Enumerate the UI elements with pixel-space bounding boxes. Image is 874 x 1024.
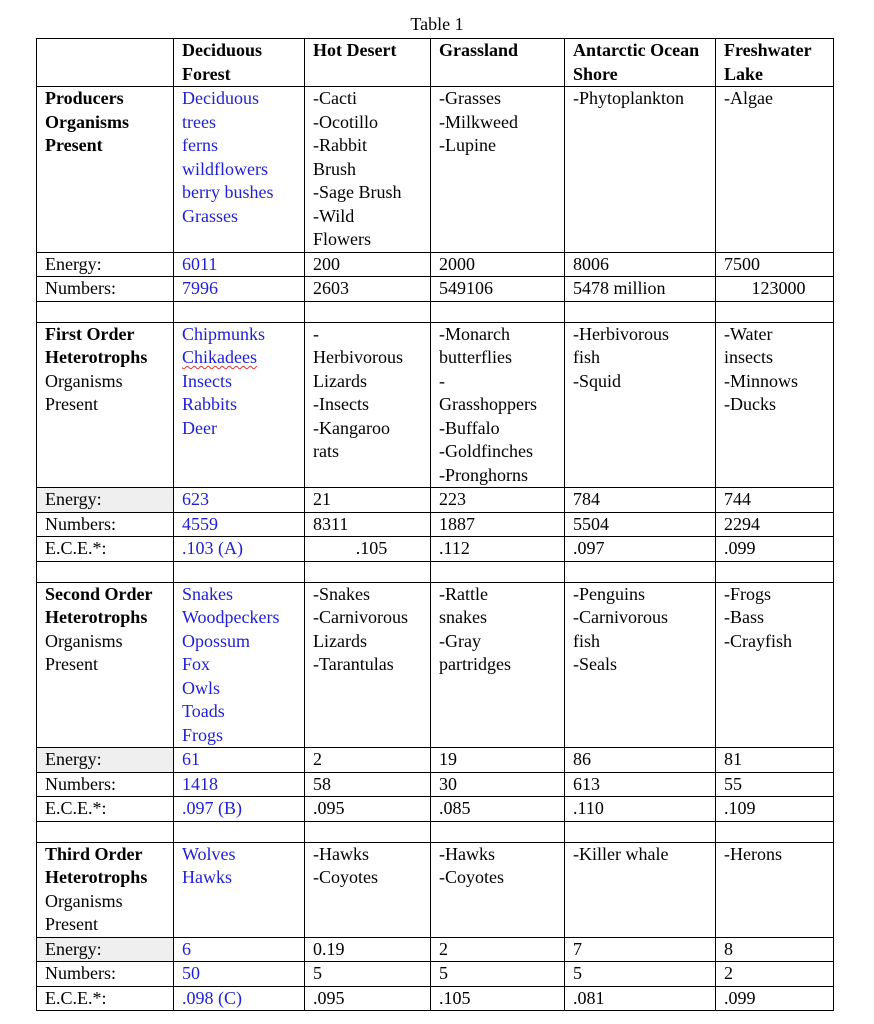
organism-line: Snakes <box>182 583 233 604</box>
value-cell: 8311 <box>305 512 431 537</box>
organism-line: -Grasses <box>439 88 501 108</box>
header-hot-desert: Hot Desert <box>305 39 431 87</box>
ecosystem-table <box>36 38 834 1011</box>
value-cell: .109 <box>716 797 834 822</box>
second-numbers-row <box>37 772 834 797</box>
first-numbers-row <box>37 512 834 537</box>
row-label: Energy: <box>37 252 174 277</box>
organism-line: Deciduous <box>182 88 259 108</box>
organism-line: Chipmunks <box>182 323 266 344</box>
organism-line: Frogs <box>182 724 224 745</box>
header-freshwater-lake: Freshwater Lake <box>716 39 834 87</box>
organism-line: -Ocotillo <box>313 111 378 132</box>
organism-line: berry bushes <box>182 182 274 202</box>
third-deciduous-cell <box>174 842 305 937</box>
second-order-label: Second Order Heterotrophs Organisms Present <box>37 582 174 748</box>
spacer-row <box>37 561 834 582</box>
producers-lake-cell <box>716 87 834 253</box>
value-cell: 81 <box>716 748 834 773</box>
value-cell: 6011 <box>174 252 305 277</box>
row-label: Numbers: <box>37 772 174 797</box>
value-cell: 549106 <box>431 277 565 302</box>
organism-line: fish <box>573 347 600 367</box>
value-cell: .095 <box>305 797 431 822</box>
first-lake-cell <box>716 322 834 488</box>
organism-line: -Carnivorous <box>313 607 408 627</box>
third-numbers-row <box>37 962 834 987</box>
organism-line: partridges <box>439 654 511 674</box>
table-caption: Table 1 <box>410 14 464 34</box>
organism-line: -Herbivorous <box>573 323 669 344</box>
second-ece-row <box>37 797 834 822</box>
value-cell: 4559 <box>174 512 305 537</box>
organism-line: Grasses <box>182 205 238 226</box>
value-cell: .095 <box>305 986 431 1011</box>
organism-line: rats <box>313 441 339 461</box>
value-cell: 21 <box>305 488 431 513</box>
organism-line: fish <box>573 630 600 651</box>
organism-line: -Cacti <box>313 88 357 108</box>
organism-line: -Lupine <box>439 135 496 155</box>
row-label: E.C.E.*: <box>37 537 174 562</box>
organism-line: Flowers <box>313 229 371 249</box>
organism-line: -Gray <box>439 630 481 651</box>
value-cell: 5504 <box>565 512 716 537</box>
organism-line: Hawks <box>182 867 232 887</box>
value-cell: 86 <box>565 748 716 773</box>
value-cell: 2294 <box>716 512 834 537</box>
second-order-organisms-row <box>37 582 834 748</box>
producers-organisms-row <box>37 87 834 253</box>
value-cell: 784 <box>565 488 716 513</box>
organism-line: -Bass <box>724 607 764 627</box>
value-cell: 623 <box>174 488 305 513</box>
organism-line: -Squid <box>573 370 622 391</box>
row-label: Numbers: <box>37 277 174 302</box>
third-grassland-cell <box>431 842 565 937</box>
organism-line: -Snakes <box>313 583 370 604</box>
third-antarctic-cell <box>565 842 716 937</box>
value-cell: .105 <box>431 986 565 1011</box>
value-cell: .098 (C) <box>174 986 305 1011</box>
organism-line: -Carnivorous <box>573 607 668 627</box>
organism-line: -Algae <box>724 88 773 108</box>
value-cell: .097 <box>565 537 716 562</box>
organism-line: insects <box>724 347 773 367</box>
organism-line: -Crayfish <box>724 630 792 651</box>
value-cell: .099 <box>716 986 834 1011</box>
row-label: Energy: <box>37 748 174 773</box>
second-antarctic-cell <box>565 582 716 748</box>
organism-line: -Monarch <box>439 323 510 344</box>
value-cell: .085 <box>431 797 565 822</box>
value-cell: 61 <box>174 748 305 773</box>
value-cell: 2603 <box>305 277 431 302</box>
header-deciduous-forest: Deciduous Forest <box>174 39 305 87</box>
organism-line: -Buffalo <box>439 417 500 438</box>
organism-line: Wolves <box>182 843 236 864</box>
value-cell: 8 <box>716 937 834 962</box>
organism-line: -Coyotes <box>439 867 504 887</box>
organism-line: Rabbits <box>182 394 238 414</box>
value-cell: 2 <box>716 962 834 987</box>
organism-line: Lizards <box>313 630 367 651</box>
producers-numbers-row <box>37 277 834 302</box>
value-cell: 55 <box>716 772 834 797</box>
second-lake-cell <box>716 582 834 748</box>
organism-line: Lizards <box>313 370 367 391</box>
organism-line: trees <box>182 111 216 132</box>
value-cell: 2000 <box>431 252 565 277</box>
row-label: Energy: <box>37 488 174 513</box>
second-desert-cell <box>305 582 431 748</box>
organism-line: butterflies <box>439 347 512 367</box>
value-cell: 613 <box>565 772 716 797</box>
organism-line: -Kangaroo <box>313 417 390 438</box>
organism-line: -Phytoplankton <box>573 88 684 108</box>
organism-line: -Insects <box>313 394 369 414</box>
organism-line: snakes <box>439 607 487 627</box>
header-row <box>37 39 834 87</box>
organism-line: - <box>439 370 445 391</box>
value-cell: 58 <box>305 772 431 797</box>
organism-line: -Frogs <box>724 583 772 604</box>
organism-line: - <box>313 323 319 344</box>
organism-line: wildflowers <box>182 158 268 179</box>
value-cell: .110 <box>565 797 716 822</box>
value-cell: 5478 million <box>565 277 716 302</box>
organism-line: Owls <box>182 677 221 698</box>
row-label: Energy: <box>37 937 174 962</box>
value-cell: .112 <box>431 537 565 562</box>
organism-line: -Wild <box>313 205 355 226</box>
organism-line: -Rabbit <box>313 135 367 155</box>
row-label: E.C.E.*: <box>37 986 174 1011</box>
header-cell-empty <box>37 39 174 87</box>
first-antarctic-cell <box>565 322 716 488</box>
row-label: E.C.E.*: <box>37 797 174 822</box>
organism-line: -Milkweed <box>439 111 518 132</box>
row-label: Numbers: <box>37 512 174 537</box>
third-order-organisms-row <box>37 842 834 937</box>
first-ece-row <box>37 537 834 562</box>
second-grassland-cell <box>431 582 565 748</box>
first-deciduous-cell <box>174 322 305 488</box>
third-lake-cell <box>716 842 834 937</box>
value-cell: 2 <box>305 748 431 773</box>
organism-line: Fox <box>182 654 211 674</box>
organism-line: Herbivorous <box>313 347 403 367</box>
organism-line: Chikadees <box>182 347 257 367</box>
organism-line: Toads <box>182 701 225 721</box>
organism-line: -Ducks <box>724 394 776 414</box>
value-cell: 1418 <box>174 772 305 797</box>
second-deciduous-cell <box>174 582 305 748</box>
value-cell: 7996 <box>174 277 305 302</box>
value-cell: 19 <box>431 748 565 773</box>
value-cell: 123000 <box>716 277 834 302</box>
value-cell: 744 <box>716 488 834 513</box>
organism-line: Brush <box>313 158 357 179</box>
producers-energy-row <box>37 252 834 277</box>
value-cell: .103 (A) <box>174 537 305 562</box>
producers-deciduous-cell <box>174 87 305 253</box>
organism-line: Deer <box>182 417 217 438</box>
organism-line: Woodpeckers <box>182 607 280 627</box>
second-energy-row <box>37 748 834 773</box>
organism-line: -Penguins <box>573 583 645 604</box>
organism-line: -Herons <box>724 843 782 864</box>
organism-line: -Tarantulas <box>313 654 394 674</box>
third-ece-row <box>37 986 834 1011</box>
value-cell: 8006 <box>565 252 716 277</box>
value-cell: 200 <box>305 252 431 277</box>
organism-line: Grasshoppers <box>439 394 537 414</box>
value-cell: 223 <box>431 488 565 513</box>
organism-line: -Coyotes <box>313 867 378 887</box>
organism-line: -Rattle <box>439 583 488 604</box>
organism-line: ferns <box>182 135 218 155</box>
organism-line: -Pronghorns <box>439 464 528 485</box>
value-cell: .105 <box>305 537 431 562</box>
header-antarctic-ocean-shore: Antarctic Ocean Shore <box>565 39 716 87</box>
value-cell: 7500 <box>716 252 834 277</box>
row-label: Numbers: <box>37 962 174 987</box>
value-cell: 5 <box>565 962 716 987</box>
third-energy-row <box>37 937 834 962</box>
value-cell: 5 <box>305 962 431 987</box>
organism-line: -Water <box>724 323 773 344</box>
third-desert-cell <box>305 842 431 937</box>
first-desert-cell <box>305 322 431 488</box>
organism-line: -Seals <box>573 654 617 674</box>
value-cell: 30 <box>431 772 565 797</box>
organism-line: -Goldfinches <box>439 441 533 461</box>
first-order-label: First Order Heterotrophs Organisms Present <box>37 322 174 488</box>
value-cell: 50 <box>174 962 305 987</box>
organism-line: -Killer whale <box>573 843 669 864</box>
producers-grassland-cell <box>431 87 565 253</box>
organism-line: -Sage Brush <box>313 182 402 202</box>
organism-line: -Hawks <box>439 843 495 864</box>
producers-label: Producers Organisms Present <box>37 87 174 253</box>
value-cell: .097 (B) <box>174 797 305 822</box>
organism-line: Insects <box>182 370 232 391</box>
value-cell: 5 <box>431 962 565 987</box>
organism-line: -Minnows <box>724 370 799 391</box>
value-cell: .081 <box>565 986 716 1011</box>
value-cell: .099 <box>716 537 834 562</box>
organism-line: Opossum <box>182 630 251 651</box>
value-cell: 0.19 <box>305 937 431 962</box>
value-cell: 6 <box>174 937 305 962</box>
third-order-label: Third Order Heterotrophs Organisms Present <box>37 842 174 937</box>
spacer-row <box>37 821 834 842</box>
producers-antarctic-cell <box>565 87 716 253</box>
producers-desert-cell <box>305 87 431 253</box>
first-order-organisms-row <box>37 322 834 488</box>
header-grassland: Grassland <box>431 39 565 87</box>
value-cell: 7 <box>565 937 716 962</box>
value-cell: 1887 <box>431 512 565 537</box>
organism-line: -Hawks <box>313 843 369 864</box>
first-grassland-cell <box>431 322 565 488</box>
first-energy-row <box>37 488 834 513</box>
value-cell: 2 <box>431 937 565 962</box>
spacer-row <box>37 301 834 322</box>
